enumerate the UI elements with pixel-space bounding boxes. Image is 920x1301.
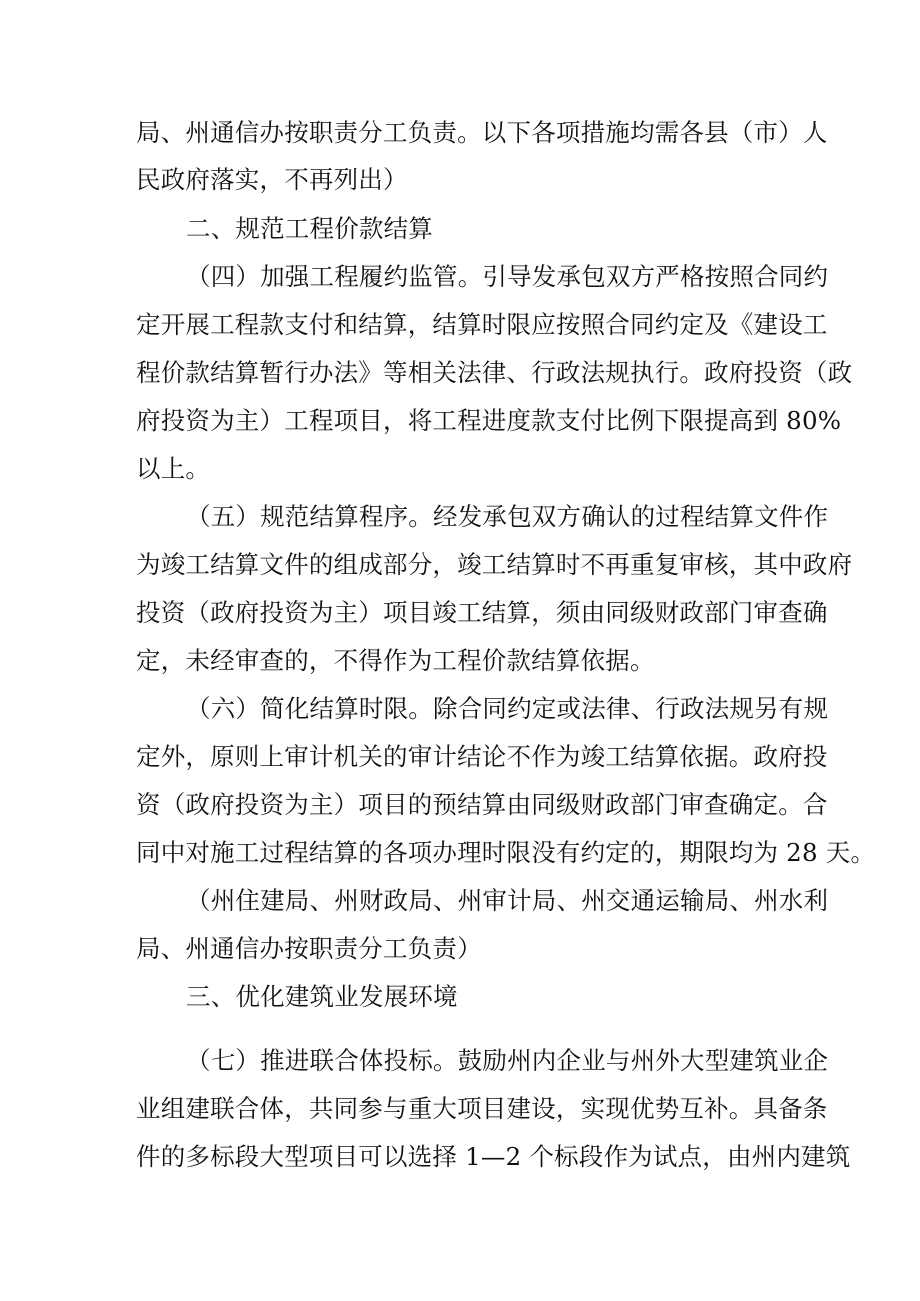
paragraph-line: 定外，原则上审计机关的审计结论不作为竣工结算依据。政府投 <box>136 742 828 771</box>
paragraph-line: （六）简化结算时限。除合同约定或法律、行政法规另有规 <box>186 694 829 723</box>
paragraph-line: 程价款结算暂行办法》等相关法律、行政法规执行。政府投资（政 <box>136 358 853 387</box>
paragraph-line: （四）加强工程履约监管。引导发承包双方严格按照合同约 <box>186 262 829 291</box>
paragraph-line: （七）推进联合体投标。鼓励州内企业与州外大型建筑业企 <box>186 1046 829 1075</box>
paragraph-line: 业组建联合体，共同参与重大项目建设，实现优势互补。具备条 <box>136 1094 828 1123</box>
paragraph-line: 同中对施工过程结算的各项办理时限没有约定的，期限均为 28 天。 <box>136 838 876 867</box>
section-heading: 二、规范工程价款结算 <box>186 214 433 243</box>
paragraph-line: 为竣工结算文件的组成部分，竣工结算时不再重复审核，其中政府 <box>136 550 853 579</box>
paragraph-line: 局、州通信办按职责分工负责） <box>136 934 482 963</box>
paragraph-line: （五）规范结算程序。经发承包双方确认的过程结算文件作 <box>186 502 829 531</box>
paragraph-line: （州住建局、州财政局、州审计局、州交通运输局、州水利 <box>186 886 829 915</box>
paragraph-line: 件的多标段大型项目可以选择 1—2 个标段作为试点，由州内建筑 <box>136 1142 851 1171</box>
paragraph-line: 定开展工程款支付和结算，结算时限应按照合同约定及《建设工 <box>136 310 828 339</box>
text-line: 局、州通信办按职责分工负责。以下各项措施均需各县（市）人 <box>136 118 828 147</box>
paragraph-line: 府投资为主）工程项目，将工程进度款支付比例下限提高到 80% <box>136 406 842 435</box>
paragraph-line: 以上。 <box>136 454 211 483</box>
paragraph-line: 定，未经审查的，不得作为工程价款结算依据。 <box>136 646 655 675</box>
text-line: 民政府落实，不再列出） <box>136 165 408 194</box>
section-heading: 三、优化建筑业发展环境 <box>186 982 458 1011</box>
paragraph-line: 资（政府投资为主）项目的预结算由同级财政部门审查确定。合 <box>136 790 828 819</box>
paragraph-line: 投资（政府投资为主）项目竣工结算，须由同级财政部门审查确 <box>136 598 828 627</box>
